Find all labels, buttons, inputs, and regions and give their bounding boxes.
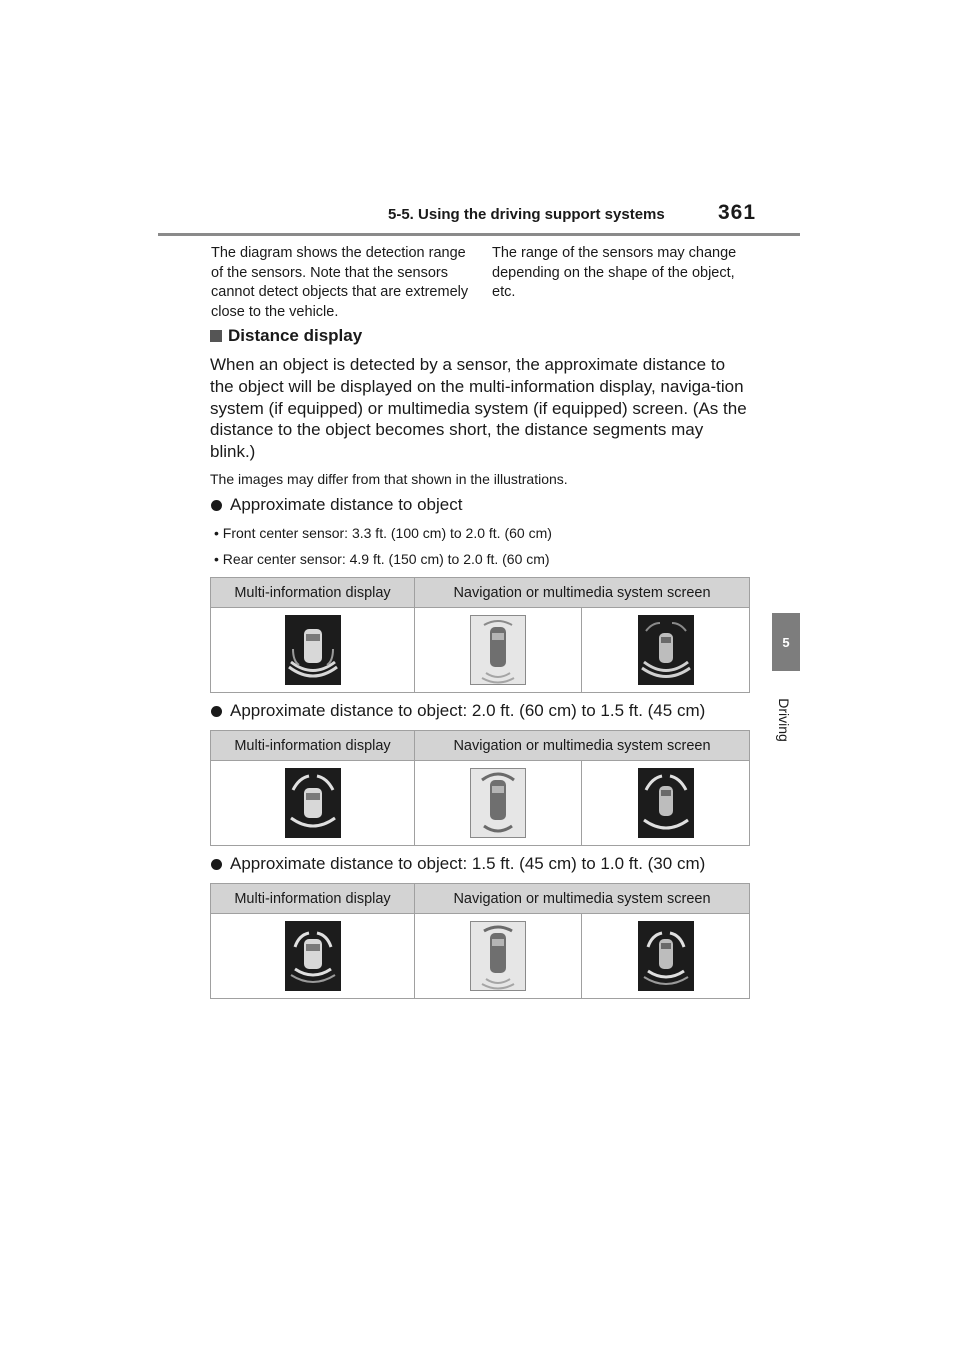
nav-parking-sensor-image-light <box>470 768 526 838</box>
section-heading-text: Approximate distance to object <box>230 495 463 514</box>
list-item: • Rear center sensor: 4.9 ft. (150 cm) to 2.0 ft. (60 cm) <box>214 551 550 567</box>
distance-display-heading-text: Distance display <box>228 326 363 345</box>
table-header-nav: Navigation or multimedia system screen <box>415 731 750 761</box>
list-item: • Front center sensor: 3.3 ft. (100 cm) to 2.0 ft. (60 cm) <box>214 525 552 541</box>
nav-image-cell-light <box>415 914 582 999</box>
section-heading <box>211 495 462 515</box>
distance-display-heading <box>210 326 362 346</box>
section-heading <box>211 701 705 721</box>
distance-display-body: When an object is detected by a sensor, the approximate distance to the object will be displayed on the multi-information display, naviga-tion system (if equipped) or multimedia system (if equipped) screen. (As the distance to the object becomes short, the distance segments may blink.) <box>210 355 747 462</box>
nav-image-cell-light <box>415 761 582 846</box>
nav-image-cell-light <box>415 608 582 693</box>
table-header-mid: Multi-information display <box>211 884 415 914</box>
round-bullet-icon <box>211 706 222 717</box>
nav-parking-sensor-image-dark <box>638 768 694 838</box>
mid-image-cell <box>211 914 415 999</box>
section-heading-text: Approximate distance to object: 2.0 ft. (60 cm) to 1.5 ft. (45 cm) <box>230 701 706 720</box>
chapter-label: Driving <box>776 698 792 742</box>
nav-image-cell-dark <box>582 914 750 999</box>
display-table <box>210 883 750 999</box>
mid-parking-sensor-image <box>285 615 341 685</box>
header-rule <box>158 233 800 236</box>
square-bullet-icon <box>210 330 222 342</box>
mid-image-cell <box>211 761 415 846</box>
table-header-nav: Navigation or multimedia system screen <box>415 884 750 914</box>
note-right: The range of the sensors may change depending on the shape of the object, etc. <box>492 245 737 300</box>
nav-image-cell-dark <box>582 608 750 693</box>
nav-image-cell-dark <box>582 761 750 846</box>
nav-parking-sensor-image-light <box>470 615 526 685</box>
nav-parking-sensor-image-dark <box>638 921 694 991</box>
section-heading-text: Approximate distance to object: 1.5 ft. (45 cm) to 1.0 ft. (30 cm) <box>230 854 706 873</box>
illustration-note: The images may differ from that shown in the illustrations. <box>210 471 568 487</box>
mid-image-cell <box>211 608 415 693</box>
section-title: 5-5. Using the driving support systems <box>388 206 665 223</box>
nav-parking-sensor-image-light <box>470 921 526 991</box>
round-bullet-icon <box>211 500 222 511</box>
mid-parking-sensor-image <box>285 921 341 991</box>
chapter-tab: 5 <box>772 613 800 671</box>
table-header-mid: Multi-information display <box>211 578 415 608</box>
display-table <box>210 730 750 846</box>
table-header-nav: Navigation or multimedia system screen <box>415 578 750 608</box>
nav-parking-sensor-image-dark <box>638 615 694 685</box>
table-header-mid: Multi-information display <box>211 731 415 761</box>
display-table <box>210 577 750 693</box>
note-left: The diagram shows the detection range of the sensors. Note that the sensors cannot detect objects that are extremely close to the vehicle. <box>211 245 469 320</box>
mid-parking-sensor-image <box>285 768 341 838</box>
page-number: 361 <box>718 201 757 224</box>
section-heading <box>211 854 705 874</box>
round-bullet-icon <box>211 859 222 870</box>
